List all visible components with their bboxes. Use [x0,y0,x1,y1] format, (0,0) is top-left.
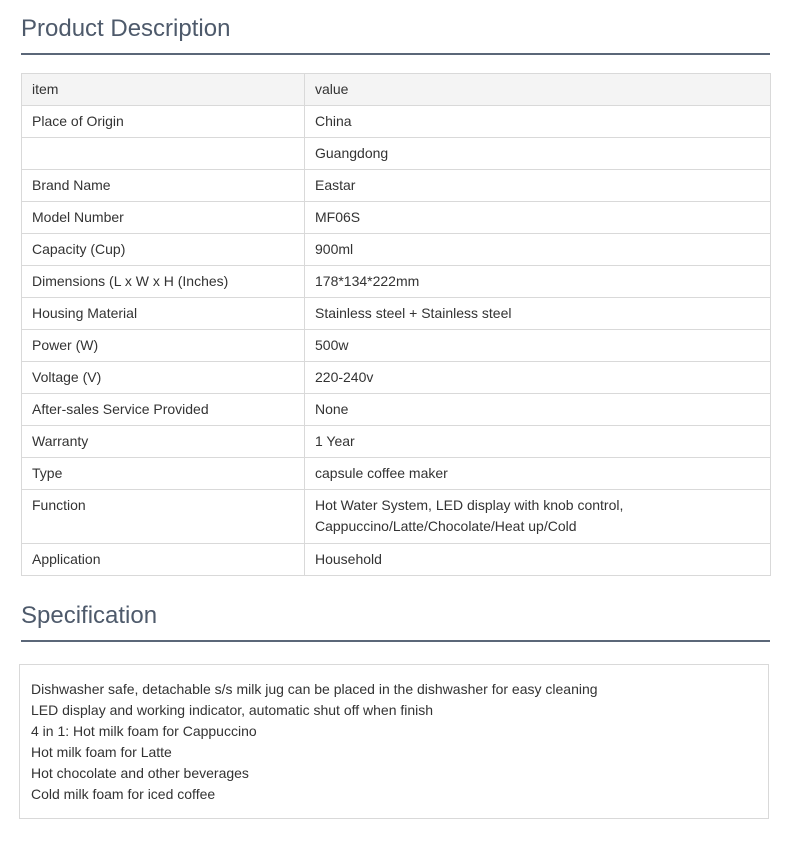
specification-box [19,664,769,819]
attribute-value-cell: 500w [305,330,771,362]
table-row [22,458,771,490]
attribute-name-cell [22,138,305,170]
table-row [22,298,771,330]
attribute-name-cell: After-sales Service Provided [22,394,305,426]
attribute-name-cell: Voltage (V) [22,362,305,394]
spec-line: 4 in 1: Hot milk foam for Cappuccino [31,723,257,739]
spec-line: Dishwasher safe, detachable s/s milk jug can be placed in the dishwasher for easy cleaning [31,681,598,697]
attribute-name-cell: Power (W) [22,330,305,362]
attribute-name-cell: Warranty [22,426,305,458]
attribute-value-cell: 178*134*222mm [305,266,771,298]
attribute-value-cell: Eastar [305,170,771,202]
spec-line: Cold milk foam for iced coffee [31,786,216,802]
attribute-name-cell: Place of Origin [22,106,305,138]
attribute-name-cell: Housing Material [22,298,305,330]
value-line: Cappuccino/Latte/Chocolate/Heat up/Cold [315,518,577,534]
attribute-value-cell: Stainless steel + Stainless steel [305,298,771,330]
table-row [22,138,771,170]
table-row [22,106,771,138]
table-row [22,490,771,544]
attribute-value-cell: MF06S [305,202,771,234]
attribute-name-cell: Dimensions (L x W x H (Inches) [22,266,305,298]
table-header-row [22,74,771,106]
attribute-value-cell: 1 Year [305,426,771,458]
spec-line: Hot milk foam for Latte [31,744,172,760]
attribute-value-cell: None [305,394,771,426]
attribute-value-cell: China [305,106,771,138]
attribute-value-cell [305,490,771,544]
header-value-cell: value [305,74,771,106]
attribute-name-cell: Capacity (Cup) [22,234,305,266]
table-row [22,394,771,426]
attribute-name-cell: Application [22,544,305,576]
product-description-title: Product Description [21,15,770,55]
spec-line: Hot chocolate and other beverages [31,765,249,781]
attribute-value-cell: 900ml [305,234,771,266]
attribute-value-cell: Household [305,544,771,576]
table-row [22,330,771,362]
attribute-name-cell: Function [22,490,305,544]
table-row [22,426,771,458]
attribute-value-cell: capsule coffee maker [305,458,771,490]
attribute-name-cell: Model Number [22,202,305,234]
table-row [22,202,771,234]
attribute-name-cell: Type [22,458,305,490]
value-line: Hot Water System, LED display with knob control, [315,497,624,513]
specification-title: Specification [21,602,770,642]
table-row [22,266,771,298]
table-row [22,362,771,394]
table-row [22,170,771,202]
table-row [22,234,771,266]
header-item-cell: item [22,74,305,106]
attribute-value-cell: Guangdong [305,138,771,170]
attribute-value-cell: 220-240v [305,362,771,394]
table-row [22,544,771,576]
spec-line: LED display and working indicator, automatic shut off when finish [31,702,434,718]
attribute-name-cell: Brand Name [22,170,305,202]
product-attributes-table [21,73,771,576]
